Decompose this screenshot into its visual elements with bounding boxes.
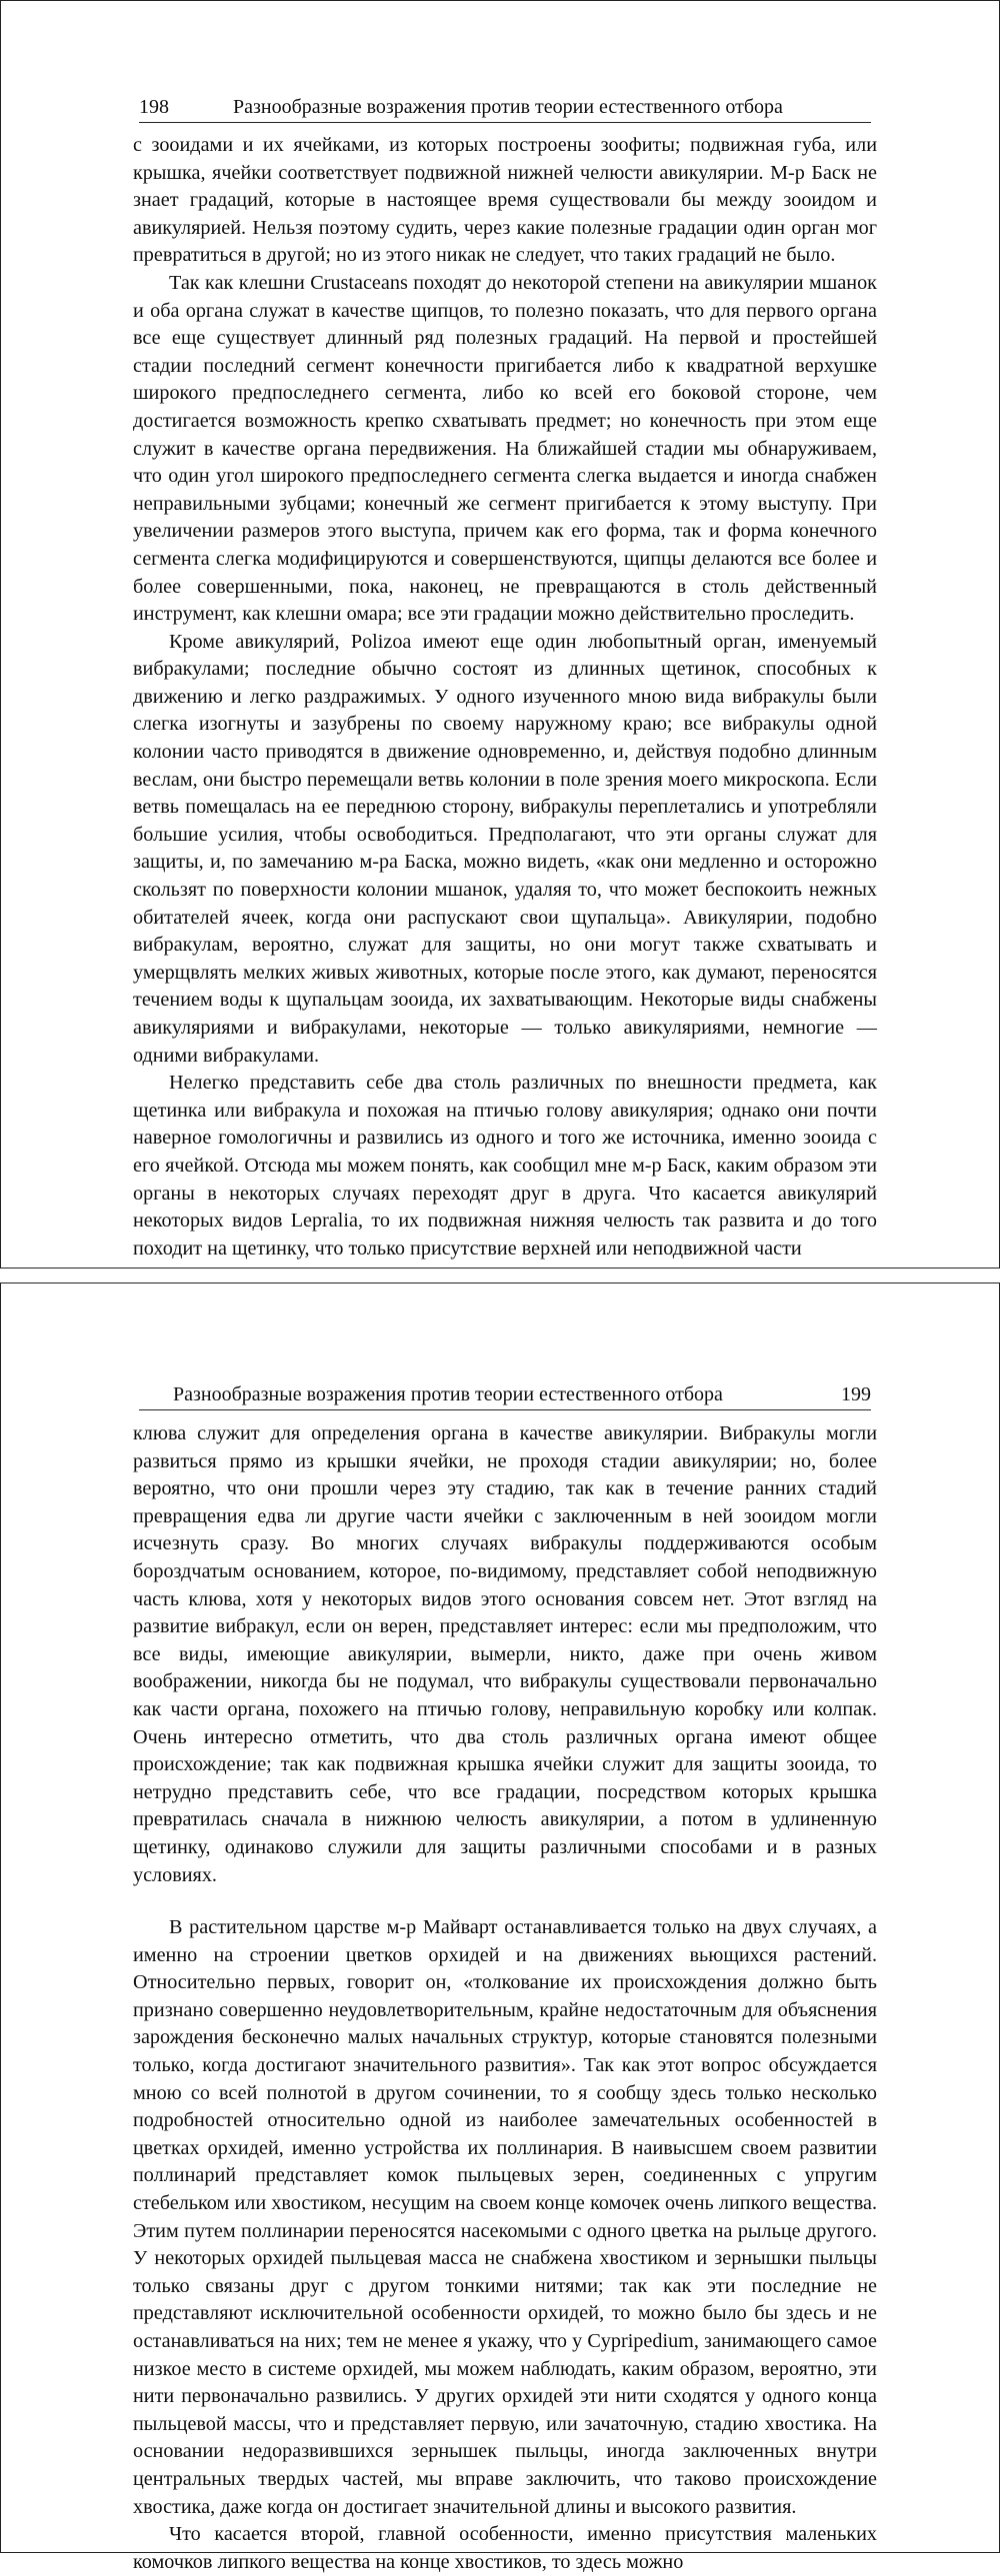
running-title: Разнообразные возражения против теории естественного отбора (173, 1383, 723, 1405)
paragraph: Так как клешни Crustaceans походят до некоторой степени на авикулярии мшанок и оба органа служат в качестве щипцов, то полезно показать, что для первого органа все еще существует длинный ряд полезных градаций. На первой и простейшей стадии последний сегмент конечности пригибается либо к квадратной верхушке широкого предпоследнего сегмента, либо ко всей его боковой стороне, чем достигается возможность крепко схватывать предмет; но конечность при этом еще служит в качестве органа передвижения. На ближайшей стадии мы обнаруживаем, что один угол широкого предпоследнего сегмента слегка выдается и иногда снабжен неправильными зубцами; конечный же сегмент пригибается к этому выступу. При увеличении размеров этого выступа, причем как его форма, так и форма конечного сегмента слегка модифицируются и совершенствуются, щипцы делаются все более и более совершенными, пока, наконец, не превращаются в столь действенный инструмент, как клешни омара; все эти градации можно действительно проследить. (133, 271, 877, 626)
page-199 (0, 1283, 1000, 2573)
paragraph: Кроме авикулярий, Polizoa имеют еще один любопытный орган, именуемый вибракулами; последние обычно состоят из длинных щетинок, способных к движению и легко раздражимых. У одного изученного мною вида вибракулы были слегка изогнуты и зазубрены по своему наружному краю; все вибракулы одной колонии часто приводятся в движение одновременно, и, действуя подобно длинным веслам, они быстро перемещали ветвь колонии в поле зрения моего микроскопа. Если ветвь помещалась на ее переднюю сторону, вибракулы переплетались и употребляли большие усилия, чтобы освободиться. Предполагают, что эти органы служат для защиты, и, по замечанию м-ра Баска, можно видеть, «как они медленно и осторожно скользят по поверхности колонии мшанок, удаляя то, что может беспокоить нежных обитателей ячеек, когда они распускают свои щупальца». Авикулярии, подобно вибракулам, вероятно, служат для защиты, но они могут также схватывать и умерщвлять мелких живых животных, которые после этого, как думают, переносятся течением воды к щупальцам зооида, их захватывающим. Некоторые виды снабжены авикуляриями и вибракулами, некоторые — только авикуляриями, немногие — одними вибракулами. (133, 630, 877, 1067)
running-header (139, 1382, 871, 1410)
paragraph: клюва служит для определения органа в качестве авикулярии. Вибракулы могли развиться прямо из крышки ячейки, не проходя стадии авикулярии; но, более вероятно, что они прошли через эту стадию, так как в течение ранних стадий превращения едва ли другие части ячейки с заключенным в ней зооидом могли исчезнуть сразу. Во многих случаях вибракулы поддерживаются особым бороздчатым основанием, которое, по-видимому, представляет собой неподвижную часть клюва, хотя у некоторых видов этого основания совсем нет. Этот взгляд на развитие вибракул, если он верен, представляет интерес: если мы предположим, что все виды, имеющие авикулярии, вымерли, никто, даже при очень живом воображении, никогда бы не подумал, что вибракулы существовали первоначально как части органа, похожего на птичью голову, неправильную коробку или колпак. Очень интересно отметить, что два столь различных органа имеют общее происхождение; так как подвижная крышка ячейки служит для защиты зооида, то нетрудно представить себе, что все градации, посредством которых крышка превратилась сначала в нижнюю челюсть авикулярии, а потом в удлиненную щетинку, одинаково служили для защиты различными способами и в разных условиях. (133, 1422, 877, 1886)
page-body (133, 1420, 877, 2576)
page-198 (0, 0, 1000, 1269)
paragraph: В растительном царстве м-р Майварт останавливается только на двух случаях, а именно на строении цветков орхидей и на движениях вьющихся растений. Относительно первых, говорит он, «толкование их происхождения должно быть признано совершенно неудовлетворительным, крайне недостаточным для объяснения зарождения бесконечно малых начальных структур, которые становятся полезными только, когда достигают значительного развития». Так как этот вопрос обсуждается мною со всей полнотой в другом сочинении, то я сообщу здесь только несколько подробностей относительно одной из наиболее замечательных особенностей в цветках орхидей, именно устройства их поллинария. В наивысшем своем развитии поллинарий представляет комок пыльцевых зерен, соединенных с упругим стебельком или хвостиком, несущим на своем конце комочек очень липкого вещества. Этим путем поллинарии переносятся насекомыми с одного цветка на рыльце другого. У некоторых орхидей пыльцевая масса не снабжена хвостиком и зернышки пыльцы только связаны друг с другом тонкими нитями; так как эти последние не представляют исключительной особенности орхидей, то можно было бы здесь и не останавливаться на них; тем не менее я укажу, что у Cypripedium, занимающего самое низкое место в системе орхидей, мы можем наблюдать, каким образом, вероятно, эти нити первоначально развились. У других орхидей эти нити сходятся у одного конца пыльцевой массы, что и представляет первую, или зачаточную, стадию хвостика. На основании недоразвившихся зернышек пыльцы, иногда заключенных внутри центральных твердых частей, мы вправе заключить, что таково происхождение хвостика, даже когда он достигает значительной длины и высокого развития. (133, 1916, 877, 2518)
paragraph: Нелегко представить себе два столь различных по внешности предмета, как щетинка или вибракула и похожая на птичью голову авикулярия; однако они почти наверное гомологичны и развились из одного и того же источника, именно зооида с его ячейкой. Отсюда мы можем понять, как сообщил мне м-р Баск, каким образом эти органы в некоторых случаях переходят друг в друга. Что касается авикулярий некоторых видов Lepralia, то их подвижная нижняя челюсть так развита и до того походит на щетинку, что только присутствие верхней или неподвижной части (133, 1072, 877, 1260)
page-number: 199 (841, 1383, 871, 1405)
page-number: 198 (139, 96, 169, 118)
page-body (133, 132, 877, 1263)
running-header (139, 95, 871, 123)
paragraph: Что касается второй, главной особенности, именно присутствия маленьких комочков липкого вещества на конце хвостиков, то здесь можно (133, 2523, 877, 2573)
running-title: Разнообразные возражения против теории естественного отбора (233, 96, 783, 118)
paragraph: с зооидами и их ячейками, из которых построены зоофиты; подвижная губа, или крышка, ячейки соответствует подвижной нижней челюсти авикулярии. М-р Баск не знает градаций, которые в настоящее время существовали бы между зооидом и авикулярией. Нельзя поэтому судить, через какие полезные градации один орган мог превратиться в другой; но из этого никак не следует, что таких градаций не было. (133, 134, 877, 267)
